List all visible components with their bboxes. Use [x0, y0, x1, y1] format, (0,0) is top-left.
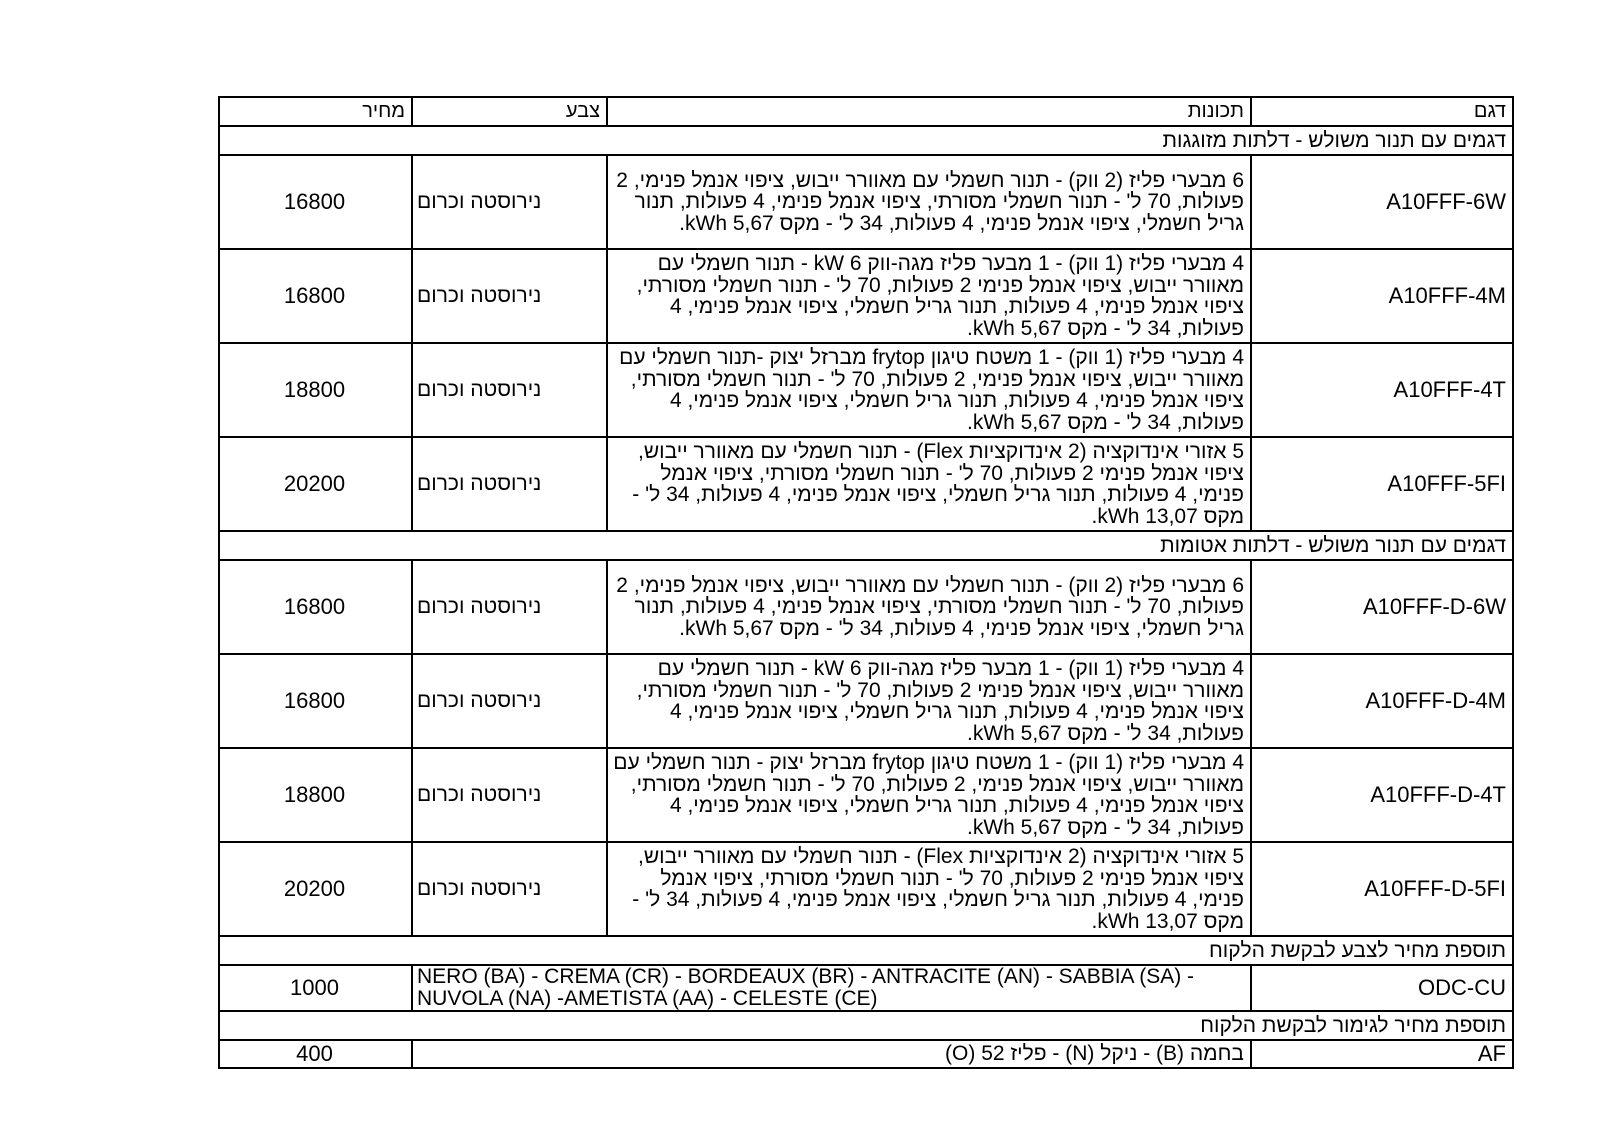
price-cell: 16800 [219, 249, 412, 343]
table-row [219, 560, 1513, 654]
model-cell: A10FFF-4T [1251, 343, 1513, 437]
section-row [219, 126, 1513, 155]
header-color: צבע [412, 97, 607, 126]
price-cell: 20200 [219, 842, 412, 936]
color-cell: נירוסטה וכרום [412, 437, 607, 531]
price-cell: 18800 [219, 748, 412, 842]
price-cell: 20200 [219, 437, 412, 531]
model-cell: A10FFF-D-5FI [1251, 842, 1513, 936]
color-surcharge-title: תוספת מחיר לצבע לבקשת הלקוח [219, 936, 1513, 965]
price-cell: 400 [219, 1040, 412, 1068]
price-cell: 1000 [219, 965, 412, 1011]
price-cell: 16800 [219, 654, 412, 748]
section-title-solid: דגמים עם תנור משולש - דלתות אטומות [219, 531, 1513, 560]
section-row [219, 1011, 1513, 1040]
features-cell: 5 אזורי אינדוקציה (2 אינדוקציות Flex) - תנור חשמלי עם מאוורר ייבוש, ציפוי אנמל פנימי 2 פעולות, 70 ל' - תנור חשמלי מסורתי, ציפוי אנמל פנימי, 4 פעולות, תנור גריל חשמלי, ציפוי אנמל פנימי, 4 פעולות, 34 ל' - מקס 13,07 kWh. [607, 842, 1251, 936]
features-cell: 4 מבערי פליז (1 ווק) - 1 משטח טיגון frytop מברזל יצוק - תנור חשמלי עם מאוורר ייבוש, ציפוי אנמל פנימי, 2 פעולות, 70 ל' - תנור חשמלי מסורתי, ציפוי אנמל פנימי, 4 פעולות, תנור גריל חשמלי, ציפוי אנמל פנימי, 4 פעולות, 34 ל' - מקס 5,67 kWh. [607, 748, 1251, 842]
table-row [219, 437, 1513, 531]
color-cell: נירוסטה וכרום [412, 748, 607, 842]
color-options-cell: NERO (BA) - CREMA (CR) - BORDEAUX (BR) - ANTRACITE (AN) - SABBIA (SA) - NUVOLA (NA) -AMETISTA (AA) - CELESTE (CE) [412, 965, 1251, 1011]
header-features: תכונות [607, 97, 1251, 126]
model-cell: A10FFF-D-4M [1251, 654, 1513, 748]
table-row [219, 965, 1513, 1011]
table-row [219, 748, 1513, 842]
table-row [219, 842, 1513, 936]
price-list-table [218, 96, 1514, 1069]
model-cell: ODC-CU [1251, 965, 1513, 1011]
price-cell: 18800 [219, 343, 412, 437]
table-row [219, 249, 1513, 343]
features-cell: 6 מבערי פליז (2 ווק) - תנור חשמלי עם מאוורר ייבוש, ציפוי אנמל פנימי, 2 פעולות, 70 ל' - תנור חשמלי מסורתי, ציפוי אנמל פנימי, 4 פעולות, תנור גריל חשמלי, ציפוי אנמל פנימי, 4 פעולות, 34 ל' - מקס 5,67 kWh. [607, 155, 1251, 249]
color-cell: נירוסטה וכרום [412, 842, 607, 936]
section-row [219, 531, 1513, 560]
color-cell: נירוסטה וכרום [412, 654, 607, 748]
table-row [219, 654, 1513, 748]
color-cell: נירוסטה וכרום [412, 249, 607, 343]
model-cell: A10FFF-5FI [1251, 437, 1513, 531]
color-cell: נירוסטה וכרום [412, 155, 607, 249]
header-price: מחיר [219, 97, 412, 126]
table-row [219, 343, 1513, 437]
header-model: דגם [1251, 97, 1513, 126]
color-cell: נירוסטה וכרום [412, 343, 607, 437]
table-row [219, 155, 1513, 249]
model-cell: A10FFF-D-6W [1251, 560, 1513, 654]
features-cell: 5 אזורי אינדוקציה (2 אינדוקציות Flex) - תנור חשמלי עם מאוורר ייבוש, ציפוי אנמל פנימי 2 פעולות, 70 ל' - תנור חשמלי מסורתי, ציפוי אנמל פנימי, 4 פעולות, תנור גריל חשמלי, ציפוי אנמל פנימי, 4 פעולות, 34 ל' - מקס 13,07 kWh. [607, 437, 1251, 531]
model-cell: AF [1251, 1040, 1513, 1068]
price-cell: 16800 [219, 560, 412, 654]
finish-options-cell: בחמה (B) - ניקל (N) - פליז 52 (O) [412, 1040, 1251, 1068]
model-cell: A10FFF-6W [1251, 155, 1513, 249]
header-row [219, 97, 1513, 126]
finish-surcharge-title: תוספת מחיר לגימור לבקשת הלקוח [219, 1011, 1513, 1040]
section-row [219, 936, 1513, 965]
features-cell: 4 מבערי פליז (1 ווק) - 1 מבער פליז מגה-ווק 6 kW - תנור חשמלי עם מאוורר ייבוש, ציפוי אנמל פנימי 2 פעולות, 70 ל' - תנור חשמלי מסורתי, ציפוי אנמל פנימי, 4 פעולות, תנור גריל חשמלי, ציפוי אנמל פנימי, 4 פעולות, 34 ל' - מקס 5,67 kWh. [607, 249, 1251, 343]
price-cell: 16800 [219, 155, 412, 249]
table-row [219, 1040, 1513, 1068]
section-title-glazed: דגמים עם תנור משולש - דלתות מזוגגות [219, 126, 1513, 155]
features-cell: 4 מבערי פליז (1 ווק) - 1 משטח טיגון frytop מברזל יצוק -תנור חשמלי עם מאוורר ייבוש, ציפוי אנמל פנימי, 2 פעולות, 70 ל' - תנור חשמלי מסורתי, ציפוי אנמל פנימי, 4 פעולות, תנור גריל חשמלי, ציפוי אנמל פנימי, 4 פעולות, 34 ל' - מקס 5,67 kWh. [607, 343, 1251, 437]
color-cell: נירוסטה וכרום [412, 560, 607, 654]
features-cell: 4 מבערי פליז (1 ווק) - 1 מבער פליז מגה-ווק 6 kW - תנור חשמלי עם מאוורר ייבוש, ציפוי אנמל פנימי 2 פעולות, 70 ל' - תנור חשמלי מסורתי, ציפוי אנמל פנימי, 4 פעולות, תנור גריל חשמלי, ציפוי אנמל פנימי, 4 פעולות, 34 ל' - מקס 5,67 kWh. [607, 654, 1251, 748]
model-cell: A10FFF-D-4T [1251, 748, 1513, 842]
features-cell: 6 מבערי פליז (2 ווק) - תנור חשמלי עם מאוורר ייבוש, ציפוי אנמל פנימי, 2 פעולות, 70 ל' - תנור חשמלי מסורתי, ציפוי אנמל פנימי, 4 פעולות, תנור גריל חשמלי, ציפוי אנמל פנימי, 4 פעולות, 34 ל' - מקס 5,67 kWh. [607, 560, 1251, 654]
model-cell: A10FFF-4M [1251, 249, 1513, 343]
